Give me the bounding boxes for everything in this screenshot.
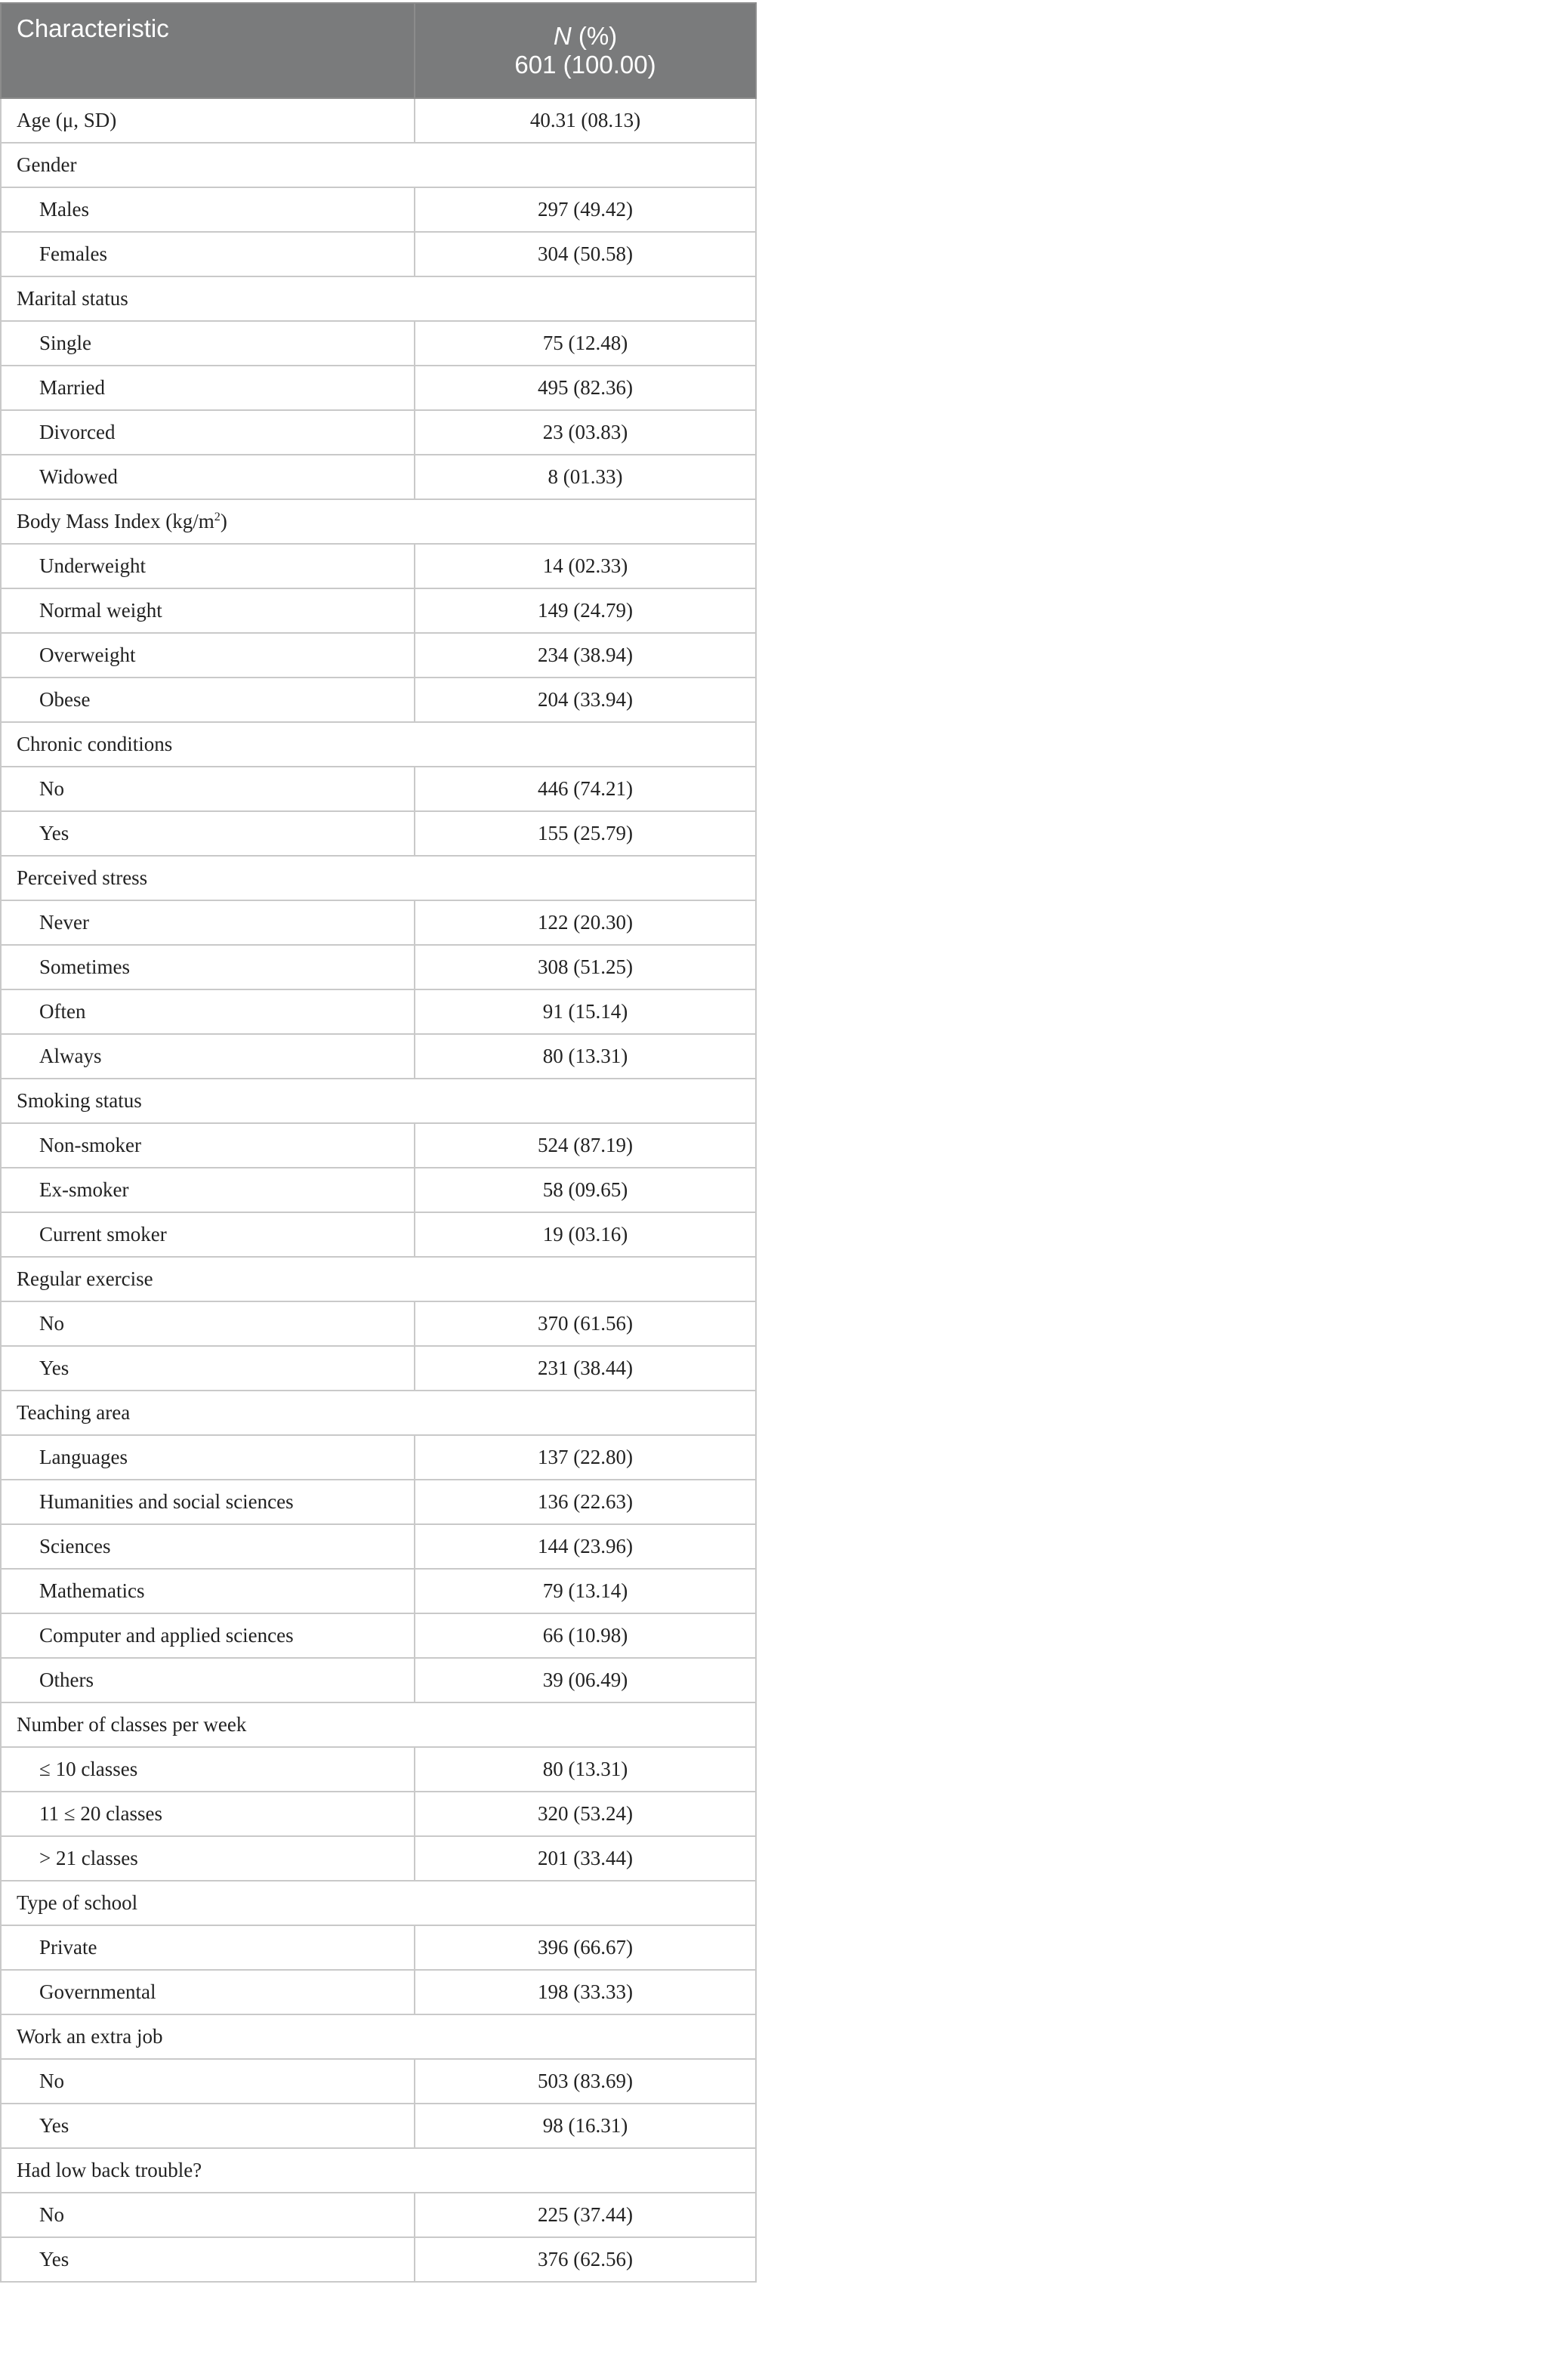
row-label: Widowed	[1, 455, 415, 499]
row-value: 495 (82.36)	[415, 366, 756, 410]
group-header-row	[1, 1391, 756, 1435]
row-label: Normal weight	[1, 588, 415, 633]
characteristics-table	[0, 2, 757, 2283]
table-row	[1, 2237, 756, 2282]
table-row	[1, 366, 756, 410]
group-header-row	[1, 276, 756, 321]
table-row	[1, 1123, 756, 1168]
table-row	[1, 2059, 756, 2104]
group-label-text: Perceived stress	[17, 866, 148, 889]
row-value: 376 (62.56)	[415, 2237, 756, 2282]
table-row	[1, 678, 756, 722]
row-label: Overweight	[1, 633, 415, 678]
table-row	[1, 2104, 756, 2148]
row-label: Sciences	[1, 1524, 415, 1569]
table-row	[1, 900, 756, 945]
group-label	[1, 856, 756, 900]
table-row	[1, 1747, 756, 1792]
row-value: 19 (03.16)	[415, 1212, 756, 1257]
row-value: 23 (03.83)	[415, 410, 756, 455]
group-label-text: Teaching area	[17, 1401, 131, 1424]
group-label	[1, 2148, 756, 2193]
row-value: 8 (01.33)	[415, 455, 756, 499]
group-label-text: Regular exercise	[17, 1267, 153, 1290]
group-label	[1, 143, 756, 187]
table-row	[1, 1613, 756, 1658]
row-value: 320 (53.24)	[415, 1792, 756, 1836]
row-value: 98 (16.31)	[415, 2104, 756, 2148]
row-label: Non-smoker	[1, 1123, 415, 1168]
row-value: 155 (25.79)	[415, 811, 756, 856]
table-row	[1, 1034, 756, 1079]
row-label: Divorced	[1, 410, 415, 455]
group-label-text: Had low back trouble?	[17, 2159, 202, 2181]
row-value: 14 (02.33)	[415, 544, 756, 588]
table-row	[1, 321, 756, 366]
row-value: 136 (22.63)	[415, 1480, 756, 1524]
row-value: 234 (38.94)	[415, 633, 756, 678]
table-row	[1, 410, 756, 455]
group-label-text: Gender	[17, 153, 77, 176]
group-label	[1, 1257, 756, 1301]
row-label: No	[1, 2059, 415, 2104]
group-label-text: Number of classes per week	[17, 1713, 247, 1736]
row-value: 524 (87.19)	[415, 1123, 756, 1168]
group-label-text: Type of school	[17, 1891, 138, 1914]
table-row	[1, 1346, 756, 1391]
row-label: Males	[1, 187, 415, 232]
row-value: 144 (23.96)	[415, 1524, 756, 1569]
group-label-suffix: )	[220, 510, 227, 532]
group-header-row	[1, 1257, 756, 1301]
row-value: 66 (10.98)	[415, 1613, 756, 1658]
table-row	[1, 187, 756, 232]
row-value: 91 (15.14)	[415, 989, 756, 1034]
row-label: Current smoker	[1, 1212, 415, 1257]
table-row	[1, 1569, 756, 1613]
table-row	[1, 1435, 756, 1480]
table-row	[1, 1480, 756, 1524]
row-value: 231 (38.44)	[415, 1346, 756, 1391]
row-value: 503 (83.69)	[415, 2059, 756, 2104]
row-value: 446 (74.21)	[415, 767, 756, 811]
table-row	[1, 1836, 756, 1881]
row-label: Governmental	[1, 1970, 415, 2014]
group-header-row	[1, 2148, 756, 2193]
row-label: No	[1, 1301, 415, 1346]
group-label	[1, 722, 756, 767]
row-label: Never	[1, 900, 415, 945]
row-label: 11 ≤ 20 classes	[1, 1792, 415, 1836]
row-label: Others	[1, 1658, 415, 1702]
group-label	[1, 1881, 756, 1925]
age-row	[1, 98, 756, 143]
row-value: 137 (22.80)	[415, 1435, 756, 1480]
row-value: 198 (33.33)	[415, 1970, 756, 2014]
table-row	[1, 1301, 756, 1346]
table-row	[1, 544, 756, 588]
group-label-text: Work an extra job	[17, 2025, 163, 2048]
table-row	[1, 989, 756, 1034]
row-label: Ex-smoker	[1, 1168, 415, 1212]
table-row	[1, 1658, 756, 1702]
group-header-row	[1, 856, 756, 900]
row-value: 308 (51.25)	[415, 945, 756, 989]
row-value: 396 (66.67)	[415, 1925, 756, 1970]
row-label: Sometimes	[1, 945, 415, 989]
row-value: 75 (12.48)	[415, 321, 756, 366]
group-header-row	[1, 1702, 756, 1747]
row-label: Married	[1, 366, 415, 410]
table-row	[1, 1970, 756, 2014]
row-value: 304 (50.58)	[415, 232, 756, 276]
row-value: 58 (09.65)	[415, 1168, 756, 1212]
row-value: 149 (24.79)	[415, 588, 756, 633]
row-label: Yes	[1, 811, 415, 856]
row-value: 201 (33.44)	[415, 1836, 756, 1881]
table-row	[1, 232, 756, 276]
row-label: Private	[1, 1925, 415, 1970]
header-characteristic: Characteristic	[1, 3, 415, 98]
group-label	[1, 1391, 756, 1435]
row-value: 297 (49.42)	[415, 187, 756, 232]
row-label: Obese	[1, 678, 415, 722]
row-label: Single	[1, 321, 415, 366]
row-label: Yes	[1, 1346, 415, 1391]
table-row	[1, 1524, 756, 1569]
table-row	[1, 588, 756, 633]
table-row	[1, 1792, 756, 1836]
row-label: Languages	[1, 1435, 415, 1480]
row-value: 370 (61.56)	[415, 1301, 756, 1346]
row-value: 80 (13.31)	[415, 1034, 756, 1079]
age-value: 40.31 (08.13)	[415, 98, 756, 143]
row-label: Humanities and social sciences	[1, 1480, 415, 1524]
group-label-text: Smoking status	[17, 1089, 142, 1112]
row-label: > 21 classes	[1, 1836, 415, 1881]
row-label: Yes	[1, 2104, 415, 2148]
header-total: 601 (100.00)	[514, 51, 656, 79]
group-label-text: Chronic conditions	[17, 733, 173, 755]
table-row	[1, 811, 756, 856]
group-label	[1, 276, 756, 321]
table-row	[1, 2193, 756, 2237]
row-value: 39 (06.49)	[415, 1658, 756, 1702]
row-value: 204 (33.94)	[415, 678, 756, 722]
group-label	[1, 1079, 756, 1123]
group-label-text: Marital status	[17, 287, 128, 310]
table-row	[1, 1168, 756, 1212]
header-n-suffix: (%)	[571, 22, 618, 50]
group-header-row	[1, 143, 756, 187]
table-row	[1, 945, 756, 989]
header-n-symbol: N	[553, 22, 572, 50]
row-value: 80 (13.31)	[415, 1747, 756, 1792]
age-label: Age (μ, SD)	[1, 98, 415, 143]
row-value: 225 (37.44)	[415, 2193, 756, 2237]
row-label: Computer and applied sciences	[1, 1613, 415, 1658]
table-row	[1, 1212, 756, 1257]
row-label: No	[1, 767, 415, 811]
row-label: Underweight	[1, 544, 415, 588]
header-n-percent	[415, 3, 756, 98]
row-label: Often	[1, 989, 415, 1034]
row-label: ≤ 10 classes	[1, 1747, 415, 1792]
table-row	[1, 633, 756, 678]
header-row	[1, 3, 756, 98]
group-header-row	[1, 2014, 756, 2059]
row-label: No	[1, 2193, 415, 2237]
table-row	[1, 767, 756, 811]
group-header-row	[1, 499, 756, 544]
group-label	[1, 2014, 756, 2059]
row-value: 79 (13.14)	[415, 1569, 756, 1613]
table-row	[1, 455, 756, 499]
group-label	[1, 499, 756, 544]
row-label: Mathematics	[1, 1569, 415, 1613]
table-row	[1, 1925, 756, 1970]
group-label-superscript: 2	[214, 510, 221, 523]
group-label	[1, 1702, 756, 1747]
group-header-row	[1, 1881, 756, 1925]
group-header-row	[1, 722, 756, 767]
row-label: Yes	[1, 2237, 415, 2282]
group-label-text: Body Mass Index (kg/m	[17, 510, 214, 532]
row-label: Females	[1, 232, 415, 276]
row-value: 122 (20.30)	[415, 900, 756, 945]
group-header-row	[1, 1079, 756, 1123]
row-label: Always	[1, 1034, 415, 1079]
